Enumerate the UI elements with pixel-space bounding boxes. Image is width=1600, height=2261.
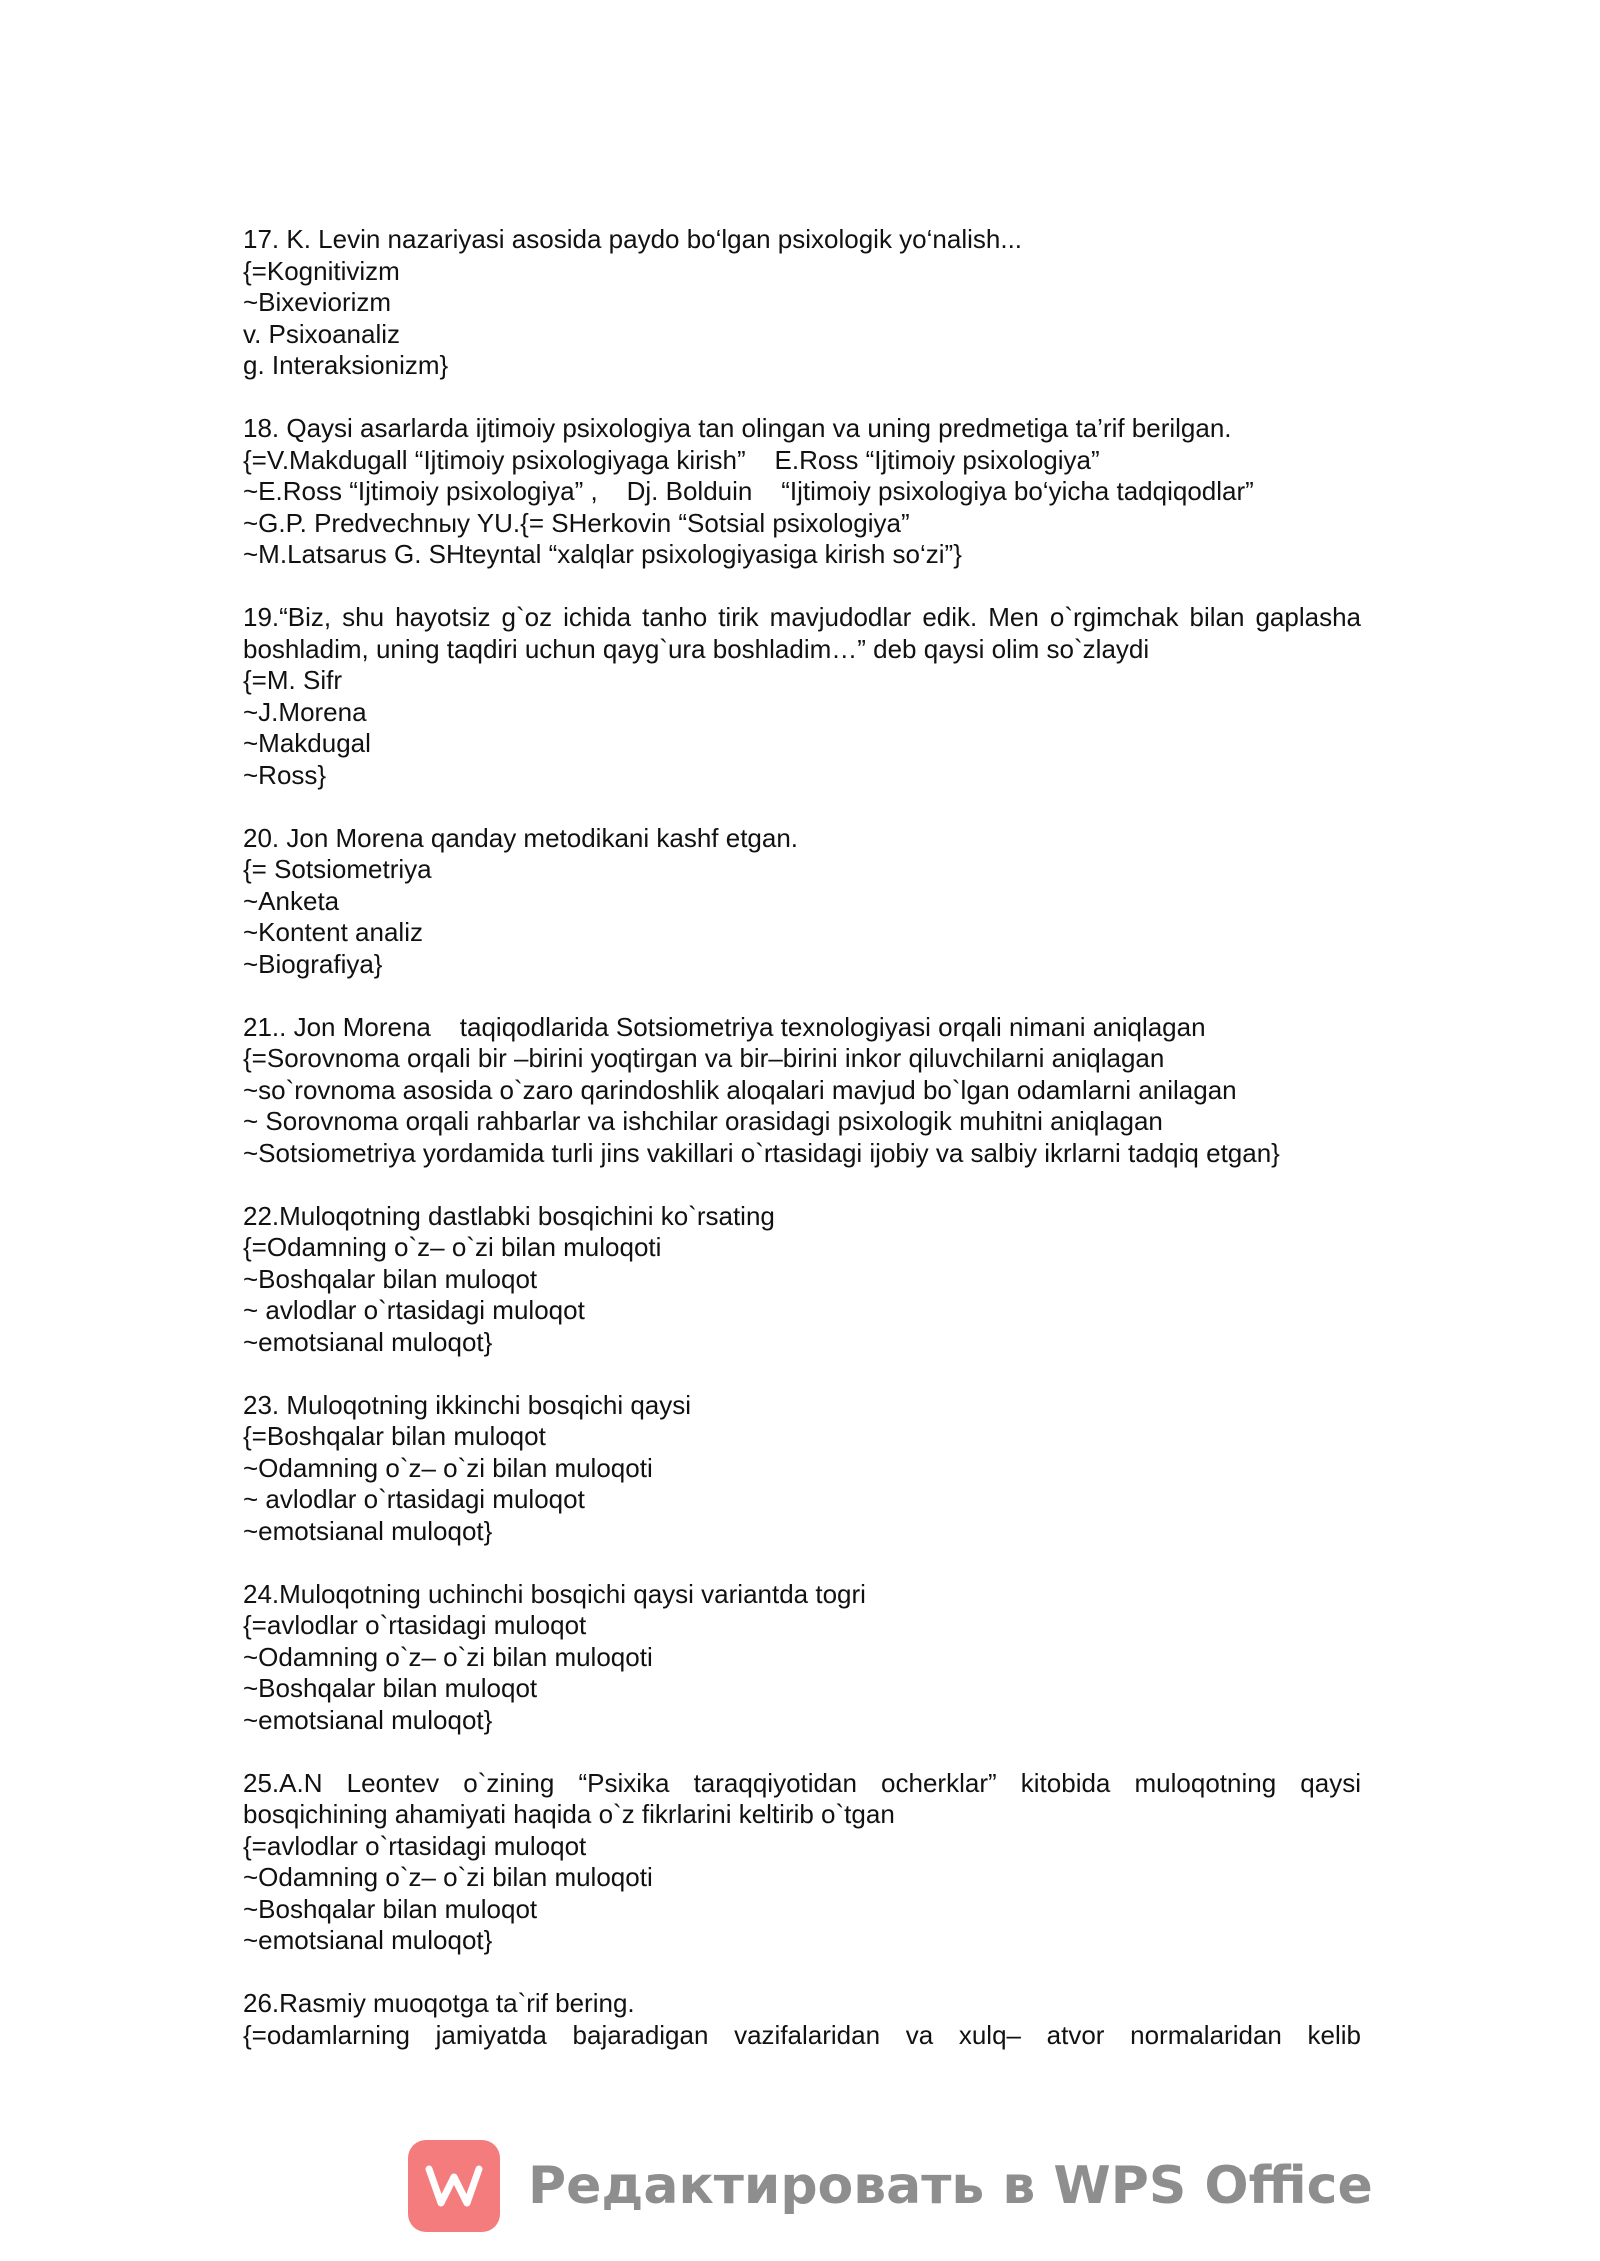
question-24	[243, 1579, 1361, 1737]
question-text: 20. Jon Morena qanday metodikani kashf etgan.	[243, 822, 799, 853]
question-text: 26.Rasmiy muoqotga ta`rif bering.	[243, 1988, 635, 2018]
answer-option: {=odamlarning jamiyatda bajaradigan vazifalaridan va xulq– atvor normalaridan kelib	[243, 2019, 1361, 2050]
question-22	[243, 1201, 1361, 1359]
wps-edit-watermark[interactable]	[408, 2140, 1373, 2232]
answer-option: ~Biografiya}	[243, 948, 383, 979]
question-text: 18. Qaysi asarlarda ijtimoiy psixologiya tan olingan va uning predmetiga ta’rif berilgan.	[243, 413, 1232, 443]
answer-option: {= Sotsiometriya	[243, 854, 432, 884]
answer-option: ~ avlodlar o`rtasidagi muloqot	[243, 1484, 585, 1514]
question-text: 17. K. Levin nazariyasi asosida paydo bo‘lgan psixologik yo‘nalish...	[243, 224, 1023, 254]
question-20	[243, 823, 1361, 981]
answer-option: ~emotsianal muloqot}	[243, 1515, 493, 1546]
question-17	[243, 224, 1361, 382]
question-text: 24.Muloqotning uchinchi bosqichi qaysi variantda togri	[243, 1578, 866, 1609]
answer-option: ~G.P. Predvechnыy YU.{= SHerkovin “Sotsial psixologiya”	[243, 507, 910, 538]
answer-option: {=Sorovnoma orqali bir –birini yoqtirgan va bir–birini inkor qiluvchilarni aniqlagan	[243, 1043, 1165, 1073]
answer-option: ~ avlodlar o`rtasidagi muloqot	[243, 1295, 585, 1325]
answer-option: {=Kognitivizm	[243, 255, 400, 286]
answer-option: ~Odamning o`z– o`zi bilan muloqoti	[243, 1862, 653, 1892]
question-18	[243, 413, 1361, 571]
answer-option: ~emotsianal muloqot}	[243, 1925, 493, 1955]
answer-option: ~E.Ross “Ijtimoiy psixologiya” , Dj. Bolduin “Ijtimoiy psixologiya bo‘yicha tadqiqodlar”	[243, 476, 1254, 506]
question-25	[243, 1768, 1361, 1957]
answer-option: ~J.Morena	[243, 696, 367, 727]
question-text: 22.Muloqotning dastlabki bosqichini ko`rsating	[243, 1200, 775, 1231]
answer-option: g. Interaksionizm}	[243, 350, 449, 380]
answer-option: ~so`rovnoma asosida o`zaro qarindoshlik aloqalari mavjud bo`lgan odamlarni anilagan	[243, 1074, 1237, 1105]
question-text: 19.“Biz, shu hayotsiz g`oz ichida tanho tirik mavjudodlar edik. Men o`rgimchak bilan gaplasha boshladim, uning taqdiri uchun qayg`ura boshladim…” deb qaysi olim so`zlaydi	[243, 602, 1361, 664]
question-21	[243, 1012, 1361, 1170]
answer-option: {=Odamning o`z– o`zi bilan muloqoti	[243, 1232, 662, 1262]
question-19	[243, 602, 1361, 791]
answer-option: ~Makdugal	[243, 728, 371, 758]
watermark-text: Редактировать в WPS Office	[528, 2156, 1373, 2216]
answer-option: ~Ross}	[243, 759, 327, 790]
answer-option: ~Boshqalar bilan muloqot	[243, 1263, 538, 1294]
answer-option: ~Odamning o`z– o`zi bilan muloqoti	[243, 1641, 653, 1672]
answer-option: ~emotsianal muloqot}	[243, 1704, 493, 1735]
answer-option: v. Psixoanaliz	[243, 318, 401, 349]
answer-option: ~emotsianal muloqot}	[243, 1326, 493, 1357]
answer-option: ~Anketa	[243, 885, 340, 916]
answer-option: ~ Sorovnoma orqali rahbarlar va ishchilar orasidagi psixologik muhitni aniqlagan	[243, 1106, 1163, 1136]
answer-option: {=avlodlar o`rtasidagi muloqot	[243, 1610, 587, 1640]
document-page	[243, 224, 1361, 2083]
question-23	[243, 1390, 1361, 1548]
wps-logo-icon	[408, 2140, 500, 2232]
answer-option: {=M. Sifr	[243, 665, 342, 695]
question-text: 21.. Jon Morena taqiqodlarida Sotsiometriya texnologiyasi orqali nimani aniqlagan	[243, 1011, 1206, 1042]
answer-option: ~Kontent analiz	[243, 917, 423, 947]
answer-option: ~Boshqalar bilan muloqot	[243, 1893, 538, 1924]
answer-option: ~Boshqalar bilan muloqot	[243, 1673, 538, 1703]
answer-option: {=V.Makdugall “Ijtimoiy psixologiyaga kirish” E.Ross “Ijtimoiy psixologiya”	[243, 444, 1100, 475]
answer-option: ~Sotsiometriya yordamida turli jins vakillari o`rtasidagi ijobiy va salbiy ikrlarni tadqiq etgan}	[243, 1137, 1280, 1168]
answer-option: {=Boshqalar bilan muloqot	[243, 1421, 546, 1451]
question-26	[243, 1988, 1361, 2051]
answer-option: ~Odamning o`z– o`zi bilan muloqoti	[243, 1452, 653, 1483]
answer-option: {=avlodlar o`rtasidagi muloqot	[243, 1830, 587, 1861]
answer-option: ~Bixeviorizm	[243, 287, 392, 317]
answer-option: ~M.Latsarus G. SHteyntal “xalqlar psixologiyasiga kirish so‘zi”}	[243, 539, 962, 569]
question-text: 23. Muloqotning ikkinchi bosqichi qaysi	[243, 1389, 692, 1420]
question-text: 25.A.N Leontev o`zining “Psixika taraqqiyotidan ocherklar” kitobida muloqotning qaysi bosqichining ahamiyati haqida o`z fikrlarini keltirib o`tgan	[243, 1767, 1361, 1829]
